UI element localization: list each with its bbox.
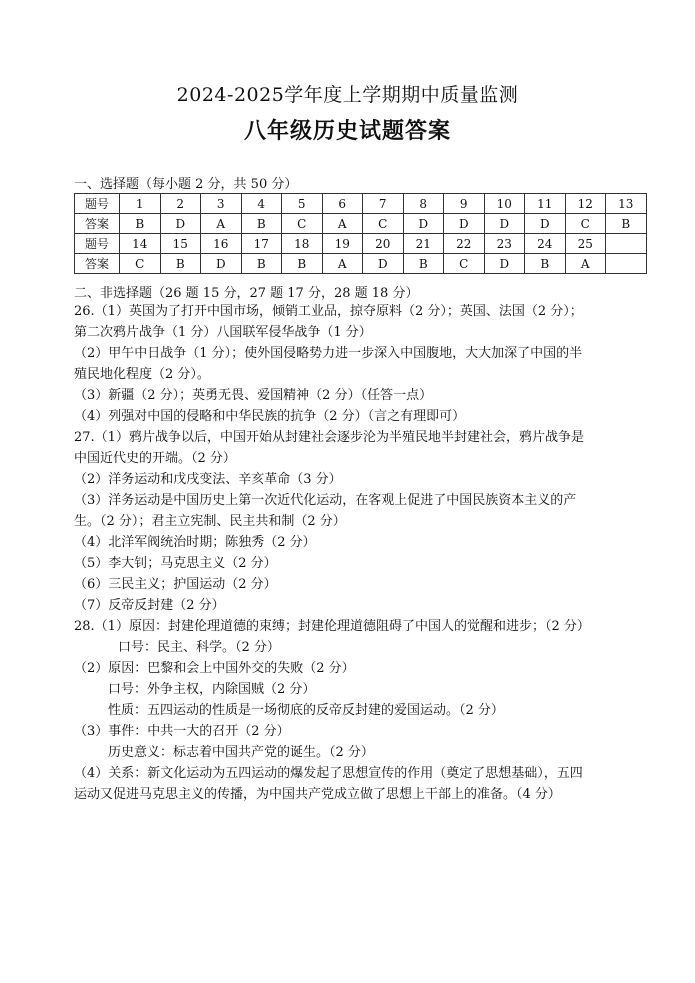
table-cell: 17 [241, 234, 282, 254]
answer-line: （4）关系：新文化运动为五四运动的爆发起了思想宣传的作用（奠定了思想基础），五四 [74, 766, 583, 781]
answer-line: （3）洋务运动是中国历史上第一次近代化运动，在客观上促进了中国民族资本主义的产 [74, 493, 577, 508]
answer-line: （3）新疆（2 分）；英勇无畏、爱国精神（2 分）（任答一点） [74, 388, 433, 403]
table-cell: 20 [363, 234, 404, 254]
row-label: 答案 [75, 214, 120, 234]
table-cell: D [444, 214, 485, 234]
table-cell: 21 [403, 234, 444, 254]
table-cell: 22 [444, 234, 485, 254]
table-cell: A [565, 254, 606, 274]
table-cell [606, 234, 647, 254]
answer-line: 中国近代史的开端。（2 分） [74, 451, 236, 466]
answer-line: 口号：民主、科学。（2 分） [118, 640, 280, 655]
table-cell: 23 [484, 234, 525, 254]
answer-line: 运动又促进马克思主义的传播，为中国共产党成立做了思想上干部上的准备。（4 分） [74, 787, 561, 802]
answer-line: 殖民地化程度（2 分）。 [74, 367, 210, 382]
table-cell: 10 [484, 194, 525, 214]
answer-line: （2）甲午中日战争（1 分）；使外国侵略势力进一步深入中国腹地，大大加深了中国的半 [74, 346, 583, 361]
table-cell: B [241, 254, 282, 274]
table-cell: D [160, 214, 201, 234]
answer-line: 口号：外争主权，内除国贼（2 分） [108, 682, 316, 697]
table-cell: A [201, 214, 242, 234]
answer-line: 性质：五四运动的性质是一场彻底的反帝反封建的爱国运动。（2 分） [108, 703, 504, 718]
table-cell: 5 [282, 194, 323, 214]
answer-title: 八年级历史试题答案 [243, 119, 451, 144]
table-cell: 1 [120, 194, 161, 214]
table-cell: C [565, 214, 606, 234]
table-cell: C [120, 254, 161, 274]
answer-line: （4）北洋军阀统治时期；陈独秀（2 分） [74, 535, 316, 550]
row-label: 答案 [75, 254, 120, 274]
table-cell: C [282, 214, 323, 234]
table-cell: 15 [160, 234, 201, 254]
table-cell: 19 [322, 234, 363, 254]
table-cell: 9 [444, 194, 485, 214]
table-cell [606, 254, 647, 274]
answer-line: 第二次鸦片战争（1 分）八国联军侵华战争（1 分） [74, 325, 372, 340]
table-cell: 6 [322, 194, 363, 214]
table-cell: D [484, 254, 525, 274]
table-cell: 2 [160, 194, 201, 214]
table-cell: 18 [282, 234, 323, 254]
table-cell: B [282, 254, 323, 274]
answer-line: 历史意义：标志着中国共产党的诞生。（2 分） [108, 745, 374, 760]
table-cell: B [403, 254, 444, 274]
table-cell: 12 [565, 194, 606, 214]
row-label: 题号 [75, 194, 120, 214]
table-cell: A [322, 214, 363, 234]
section1-heading: 一、选择题（每小题 2 分，共 50 分） [74, 177, 298, 192]
answer-line: （3）事件：中共一大的召开（2 分） [74, 724, 290, 739]
table-cell: B [241, 214, 282, 234]
table-cell: B [525, 254, 566, 274]
table-cell: D [484, 214, 525, 234]
table-cell: 13 [606, 194, 647, 214]
table-cell: 25 [565, 234, 606, 254]
table-cell: 16 [201, 234, 242, 254]
table-cell: 4 [241, 194, 282, 214]
table-cell: 11 [525, 194, 566, 214]
row-label: 题号 [75, 234, 120, 254]
table-cell: D [363, 254, 404, 274]
table-cell: B [606, 214, 647, 234]
table-cell: 3 [201, 194, 242, 214]
table-answer-row [75, 254, 647, 274]
answer-line: 27.（1）鸦片战争以后，中国开始从封建社会逐步沦为半殖民地半封建社会，鸦片战争是 [74, 430, 584, 445]
section2-heading: 二、非选择题（26 题 15 分，27 题 17 分，28 题 18 分） [74, 286, 419, 301]
table-cell: A [322, 254, 363, 274]
table-cell: C [444, 254, 485, 274]
answer-line: （4）列强对中国的侵略和中华民族的抗争（2 分）（言之有理即可） [74, 409, 466, 424]
table-cell: 7 [363, 194, 404, 214]
table-cell: 24 [525, 234, 566, 254]
answer-line: 生。（2 分）；君主立宪制、民主共和制（2 分） [74, 514, 346, 529]
table-cell: B [120, 214, 161, 234]
table-answer-row [75, 214, 647, 234]
table-cell: C [363, 214, 404, 234]
answer-table [74, 193, 647, 274]
table-question-row [75, 194, 647, 214]
exam-title: 2024-2025学年度上学期期中质量监测 [176, 84, 519, 106]
table-question-row [75, 234, 647, 254]
table-cell: 8 [403, 194, 444, 214]
answer-line: （2）洋务运动和戊戌变法、辛亥革命（3 分） [74, 472, 342, 487]
table-cell: 14 [120, 234, 161, 254]
answer-line: （6）三民主义；护国运动（2 分） [74, 577, 277, 592]
answer-line: 28.（1）原因：封建伦理道德的束缚；封建伦理道德阻碍了中国人的觉醒和进步；（2 分） [74, 619, 590, 634]
table-cell: B [160, 254, 201, 274]
answer-line: （2）原因：巴黎和会上中国外交的失败（2 分） [74, 661, 355, 676]
answer-line: （7）反帝反封建（2 分） [74, 598, 225, 613]
table-cell: D [525, 214, 566, 234]
table-cell: D [201, 254, 242, 274]
answer-body [74, 301, 629, 805]
answer-line: （5）李大钊；马克思主义（2 分） [74, 556, 277, 571]
answer-line: 26.（1）英国为了打开中国市场，倾销工业品，掠夺原料（2 分）；英国、法国（2 分）； [74, 304, 583, 319]
table-cell: D [403, 214, 444, 234]
